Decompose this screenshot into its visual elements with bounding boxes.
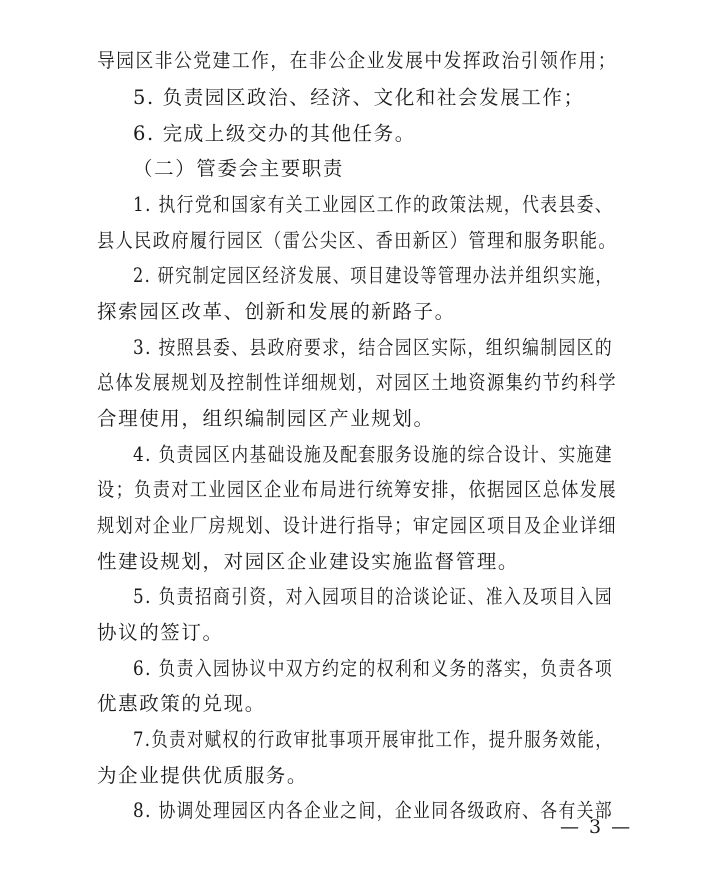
text-line: 性建设规划，对园区企业建设实施监督管理。 [97, 550, 520, 573]
text-line: 3. 按照县委、县政府要求，结合园区实际，组织编制园区的 [133, 336, 613, 359]
text-line: 导园区非公党建工作，在非公企业发展中发挥政治引领作用； [97, 49, 617, 72]
text-line: 7.负责对赋权的行政审批事项开展审批工作，提升服务效能， [133, 728, 613, 751]
text-line: 5. 负责园区政治、经济、文化和社会发展工作； [133, 86, 585, 109]
section-heading: （二）管委会主要职责 [133, 157, 345, 180]
text-line: 5. 负责招商引资，对入园项目的洽谈论证、准入及项目入园 [133, 585, 613, 608]
text-line: 为企业提供优质服务。 [97, 764, 309, 787]
text-line: 8. 协调处理园区内各企业之间，企业同各级政府、各有关部 [133, 799, 613, 822]
text-line: 6. 负责入园协议中双方约定的权利和义务的落实，负责各项 [133, 657, 613, 680]
text-line: 2. 研究制定园区经济发展、项目建设等管理办法并组织实施， [133, 264, 613, 287]
text-line: 1. 执行党和国家有关工业园区工作的政策法规，代表县委、 [133, 193, 613, 216]
text-line: 设；负责对工业园区企业布局进行统筹安排，依据园区总体发展 [97, 478, 617, 501]
text-line: 合理使用，组织编制园区产业规划。 [97, 407, 435, 430]
text-line: 优惠政策的兑现。 [97, 692, 266, 715]
text-line: 总体发展规划及控制性详细规划，对园区土地资源集约节约科学 [97, 371, 617, 394]
text-line: 探索园区改革、创新和发展的新路子。 [97, 300, 456, 323]
text-line: 协议的签订。 [97, 621, 224, 644]
text-line: 规划对企业厂房规划、设计进行指导；审定园区项目及企业详细 [97, 514, 617, 537]
page-number: — 3 — [560, 816, 633, 838]
text-line: 6. 完成上级交办的其他任务。 [133, 122, 416, 145]
text-line: 县人民政府履行园区（雷公尖区、香田新区）管理和服务职能。 [97, 229, 617, 252]
text-line: 4. 负责园区内基础设施及配套服务设施的综合设计、实施建 [133, 443, 613, 466]
